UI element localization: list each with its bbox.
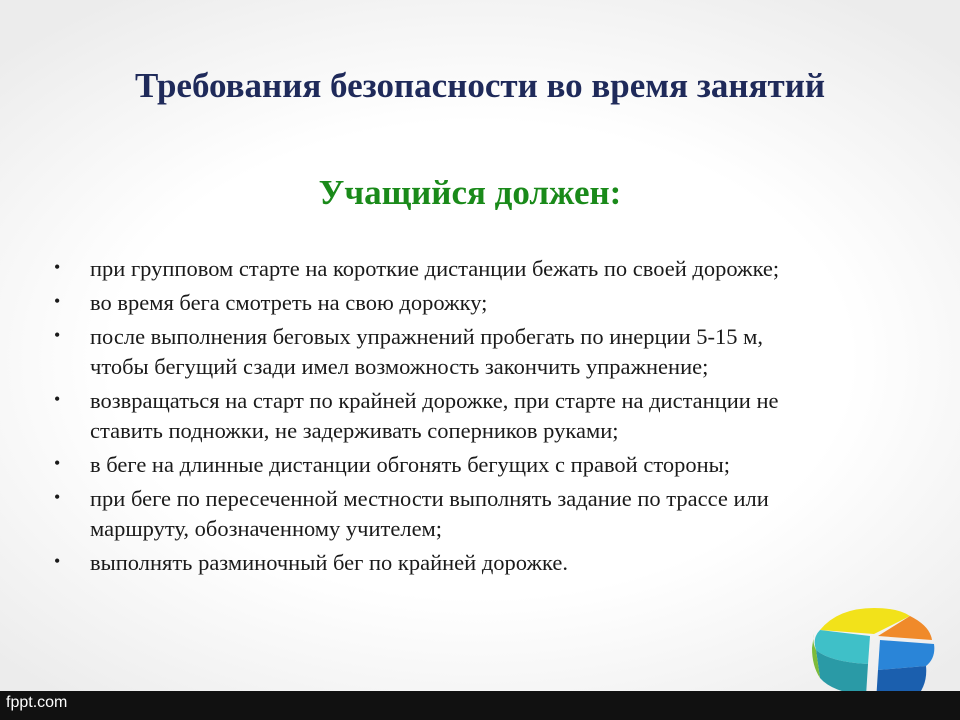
- requirement-line: после выполнения беговых упражнений пробегать по инерции 5-15 м,: [90, 324, 763, 349]
- requirements-list: [54, 254, 934, 578]
- requirement-item: [54, 254, 934, 284]
- bullet-icon: •: [54, 291, 61, 311]
- requirement-line: возвращаться на старт по крайней дорожке, при старте на дистанции не: [90, 388, 779, 413]
- footer-brand-text: fppt.com: [6, 694, 68, 711]
- requirement-line: маршруту, обозначенному учителем;: [90, 516, 443, 541]
- requirement-item: [54, 484, 934, 544]
- requirement-item: [54, 322, 934, 382]
- requirement-line: при групповом старте на короткие дистанции бежать по своей дорожке;: [90, 256, 780, 281]
- logo-blue-slice: [878, 640, 934, 670]
- bullet-icon: •: [54, 487, 61, 507]
- requirement-line: выполнять разминочный бег по крайней дорожке.: [90, 550, 568, 575]
- requirement-line: во время бега смотреть на свою дорожку;: [90, 290, 488, 315]
- bullet-icon: •: [54, 453, 61, 473]
- requirement-item: [54, 386, 934, 446]
- requirement-item: [54, 450, 934, 480]
- slide-title: Требования безопасности во время занятий: [134, 66, 826, 105]
- requirement-line: при беге по пересеченной местности выполнять задание по трассе или: [90, 486, 769, 511]
- bullet-icon: •: [54, 257, 61, 277]
- footer-bar: [0, 691, 960, 720]
- requirement-item: [54, 548, 934, 578]
- bullet-icon: •: [54, 325, 61, 345]
- slide-subtitle: Учащийся должен:: [318, 173, 622, 212]
- requirement-line: в беге на длинные дистанции обгонять бегущих с правой стороны;: [90, 452, 731, 477]
- requirement-item: [54, 288, 934, 318]
- requirement-line: ставить подножки, не задерживать соперников руками;: [90, 418, 619, 443]
- bullet-icon: •: [54, 389, 61, 409]
- requirement-line: чтобы бегущий сзади имел возможность закончить упражнение;: [90, 354, 709, 379]
- bullet-icon: •: [54, 551, 61, 571]
- pie-chart-3d-logo-icon: [808, 600, 940, 704]
